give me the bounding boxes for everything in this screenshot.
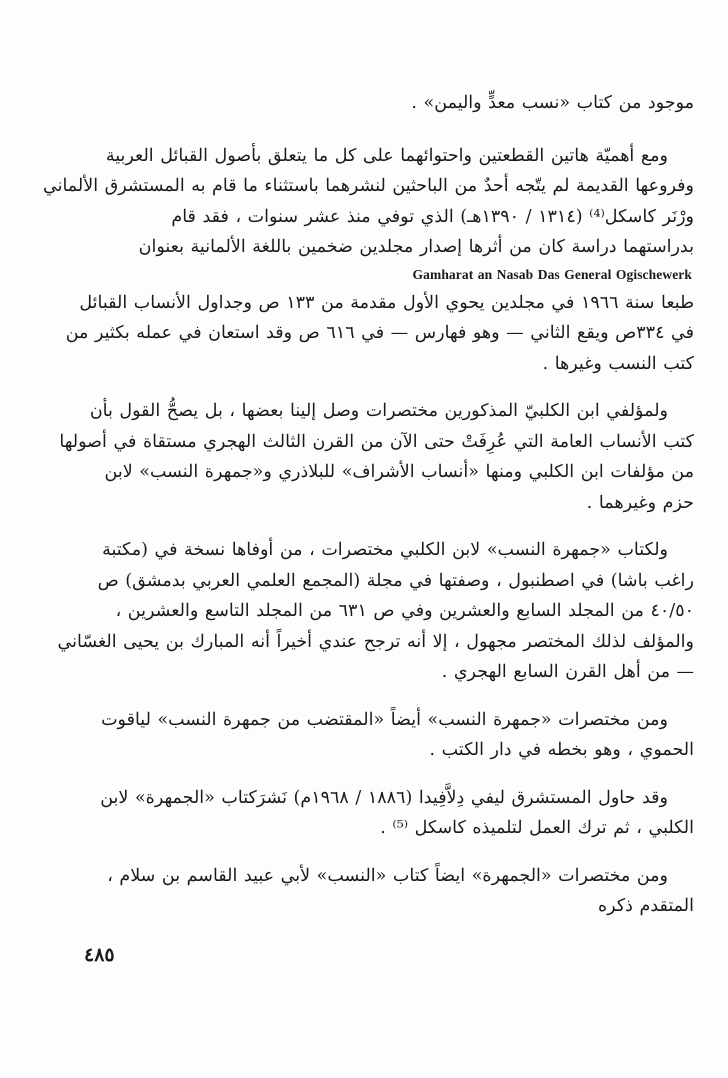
latin-title: Gamharat an Nasab Das General Ogischewerk (412, 266, 692, 282)
body-text (38, 88, 694, 922)
text-line: ومع أهميّة هاتين القطعتين واحتوائهما على كل ما يتعلق بأصول القبائل العربية (105, 145, 668, 166)
text-line: ومن مختصرات «الجمهرة» ايضاً كتاب «النسب» لأبي عبيد القاسم بن سلام ، (107, 865, 668, 886)
text-line: طبعا سنة ١٩٦٦ في مجلدين يحوي الأول مقدمة من ١٣٣ ص وجداول الأنساب القبائل (79, 292, 694, 313)
text-line: ولمؤلفي ابن الكلبيّ المذكورين مختصرات وصل إلينا بعضها ، بل يصحُّ القول بأن (89, 401, 668, 421)
paragraph-gap (38, 518, 694, 535)
paragraph-5 (38, 783, 694, 844)
text-line: بدراستهما دراسة كان من أثرها إصدار مجلدين ضخمين باللغة الألمانية بعنوان (138, 237, 694, 257)
paragraph-6 (38, 861, 694, 922)
text-line: من مؤلفات ابن الكلبي ومنها «أنساب الأشراف» للبلاذري و«جمهرة النسب» لابن (104, 462, 694, 482)
text-line: راغب باشا) في اصطنبول ، وصفتها في مجلة (المجمع العلمي العربي بدمشق) ص (97, 570, 694, 591)
text-line: الحموي ، وهو بخطه في دار الكتب . (429, 740, 694, 760)
paragraph-1 (38, 141, 694, 263)
text-line: الكلبي ، ثم ترك العمل لتلميذه كاسكل ⁽⁵⁾ . (380, 818, 694, 838)
text-line: ٤٠/٥٠ من المجلد السابع والعشرين وفي ص ٦٣١ من المجلد التاسع والعشرين ، (115, 601, 694, 621)
paragraph-gap (38, 688, 694, 705)
paragraph-4 (38, 705, 694, 766)
text-line: — من أهل القرن السابع الهجري . (441, 662, 694, 682)
paragraph-gap (38, 844, 694, 861)
paragraph-gap (38, 119, 694, 141)
text-line: كتب الأنساب العامة التي عُرِفَتْ حتى الآن من القرن الثالث الهجري مستقاة في أصولها (59, 431, 694, 452)
text-line: وفروعها القديمة لم يتّجه أحدٌ من الباحثين لنشرهما باستثناء ما قام به المستشرق الألماني (42, 176, 694, 196)
text-line: ومن مختصرات «جمهرة النسب» أيضاً «المقتضب من جمهرة النسب» لياقوت (101, 709, 668, 730)
text-line: وقد حاول المستشرق ليفي دِلاَّفِيدا (١٨٨٦ / ١٩٦٨م) نَشرَكتاب «الجمهرة» لابن (100, 787, 668, 808)
text-line: في ٣٣٤ص ويقع الثاني — وهو فهارس — في ٦١٦ ص وقد استعان في عمله بكثير من (65, 323, 694, 343)
text-line: موجود من كتاب «نسب معدٍّ واليمن» . (411, 93, 694, 113)
paragraph-gap (38, 379, 694, 396)
text-line: والمؤلف لذلك المختصر مجهول ، إلا أنه ترجح عندي أخيراً أنه المبارك بن يحيى الغسّاني (57, 631, 694, 652)
text-line: المتقدم ذكره (598, 896, 694, 916)
text-line: حزم وغيرهما . (586, 492, 694, 513)
paragraph-0 (38, 88, 694, 119)
paragraph-3 (38, 535, 694, 688)
text-line: ولكتاب «جمهرة النسب» لابن الكلبي مختصرات ، من أوفاها نسخة في (مكتبة (102, 540, 668, 560)
page-number: ٤٨٥ (84, 944, 115, 966)
paragraph-2 (38, 396, 694, 518)
text-line: كتب النسب وغيرها . (542, 353, 694, 374)
paragraph-gap (38, 766, 694, 783)
paragraph-1-continued (38, 288, 694, 380)
text-line: ورْنَر كاسكل⁽⁴⁾ (١٣١٤ / ١٣٩٠هـ) الذي توفي منذ عشر سنوات ، فقد قام (171, 206, 694, 227)
